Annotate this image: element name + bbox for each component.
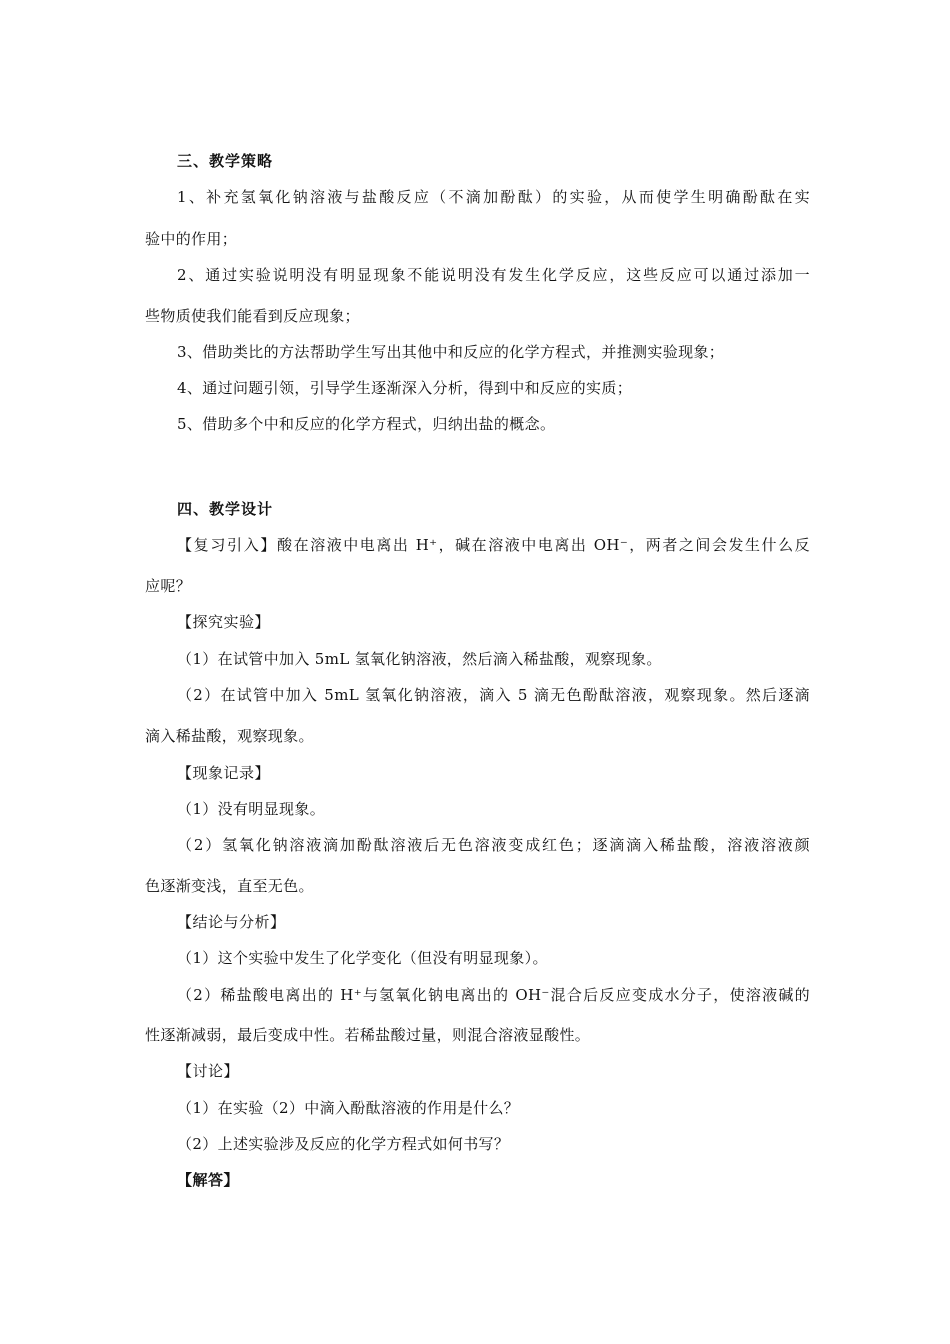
strategy-item-1-line1: 1、补充氢氧化钠溶液与盐酸反应（不滴加酚酞）的实验，从而使学生明确酚酞在实 xyxy=(177,188,810,206)
discussion-question-1: （1）在实验（2）中滴入酚酞溶液的作用是什么？ xyxy=(177,1099,520,1117)
strategy-item-1-line2: 验中的作用； xyxy=(145,230,238,248)
conclusion-item-2-line2: 性逐渐减弱，最后变成中性。若稀盐酸过量，则混合溶液显酸性。 xyxy=(145,1026,591,1044)
conclusion-label: 【结论与分析】 xyxy=(177,913,286,931)
record-label: 【现象记录】 xyxy=(177,764,271,782)
answer-label: 【解答】 xyxy=(177,1171,240,1189)
record-item-2-line1: （2）氢氧化钠溶液滴加酚酞溶液后无色溶液变成红色；逐滴滴入稀盐酸，溶液溶液颜 xyxy=(177,836,810,854)
discussion-label: 【讨论】 xyxy=(177,1062,240,1080)
strategy-item-5: 5、借助多个中和反应的化学方程式，归纳出盐的概念。 xyxy=(177,415,556,433)
discussion-question-2: （2）上述实验涉及反应的化学方程式如何书写？ xyxy=(177,1135,510,1153)
experiment-step-2-line2: 滴入稀盐酸，观察现象。 xyxy=(145,727,314,745)
review-paragraph-line2: 应呢？ xyxy=(145,577,192,595)
section3-heading: 三、教学策略 xyxy=(177,152,274,170)
review-paragraph-line1 xyxy=(177,535,810,555)
review-label: 【复习引入】 xyxy=(177,536,278,554)
record-item-2-line2: 色逐渐变浅，直至无色。 xyxy=(145,877,314,895)
strategy-item-3: 3、借助类比的方法帮助学生写出其他中和反应的化学方程式，并推测实验现象； xyxy=(177,343,725,361)
strategy-item-4: 4、通过问题引领，引导学生逐渐深入分析，得到中和反应的实质； xyxy=(177,379,633,397)
strategy-item-2-line2: 些物质使我们能看到反应现象； xyxy=(145,307,360,325)
strategy-item-2-line1: 2、通过实验说明没有明显现象不能说明没有发生化学反应，这些反应可以通过添加一 xyxy=(177,266,810,284)
conclusion-item-2-line1: （2）稀盐酸电离出的 H⁺与氢氧化钠电离出的 OH⁻混合后反应变成水分子，使溶液碱的 xyxy=(177,986,810,1004)
experiment-step-1: （1）在试管中加入 5mL 氢氧化钠溶液，然后滴入稀盐酸，观察现象。 xyxy=(177,650,662,668)
experiment-step-2-line1: （2）在试管中加入 5mL 氢氧化钠溶液，滴入 5 滴无色酚酞溶液，观察现象。然后逐滴 xyxy=(177,686,810,704)
record-item-1: （1）没有明显现象。 xyxy=(177,800,326,818)
section4-heading: 四、教学设计 xyxy=(177,500,274,518)
experiment-label: 【探究实验】 xyxy=(177,613,271,631)
conclusion-item-1: （1）这个实验中发生了化学变化（但没有明显现象）。 xyxy=(177,949,548,967)
review-text: 酸在溶液中电离出 H⁺，碱在溶液中电离出 OH⁻，两者之间会发生什么反 xyxy=(277,536,810,554)
